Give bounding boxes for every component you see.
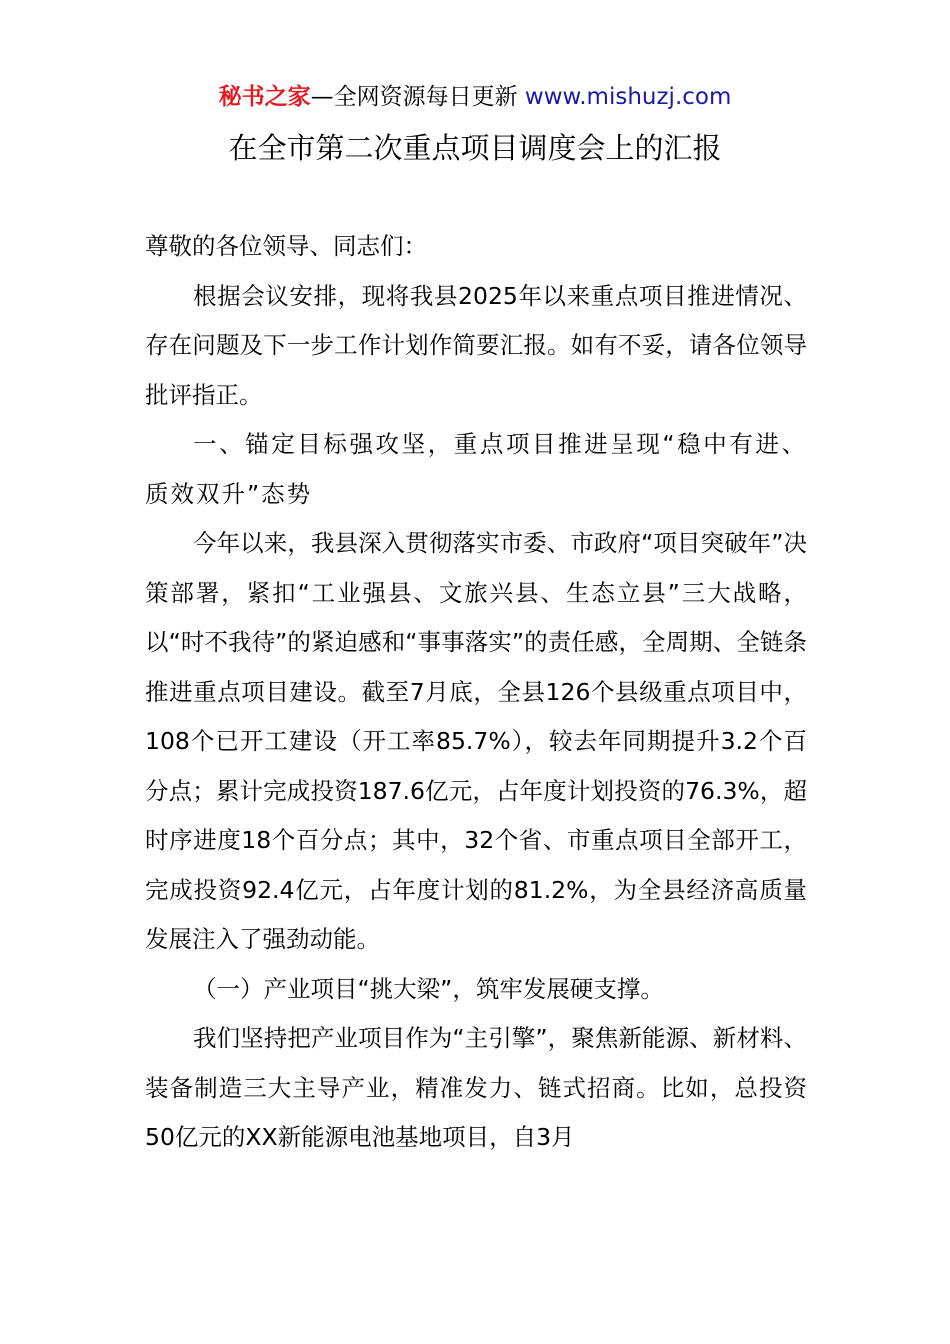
salutation: 尊敬的各位领导、同志们： <box>145 232 427 260</box>
document-title: 在全市第二次重点项目调度会上的汇报 <box>228 131 722 165</box>
document-body <box>145 222 807 1163</box>
site-brand: 秘书之家 <box>218 84 311 110</box>
subsection-heading-1: （一）产业项目“挑大梁”，筑牢发展硬支撑。 <box>193 974 664 1003</box>
site-header <box>0 80 950 114</box>
paragraph-intro: 根据会议安排，现将我县2025年以来重点项目推进情况、存在问题及下一步工作计划作简要汇报。如有不妥，请各位领导批评指正。 <box>145 281 807 409</box>
paragraph-section-1: 今年以来，我县深入贯彻落实市委、市政府“项目突破年”决策部署，紧扣“工业强县、文旅兴县、生态立县”三大战略，以“时不我待”的紧迫感和“事事落实”的责任感，全周期、全链条推进重点项目建设。截至7月底，全县126个县级重点项目中，108个已开工建设（开工率85.7%），较去年同期提升3.2个百分点；累计完成投资187.6亿元，占年度计划投资的76.3%，超时序进度18个百分点；其中，32个省、市重点项目全部开工，完成投资92.4亿元，占年度计划的81.2%，为全县经济高质量发展注入了强劲动能。 <box>145 529 807 953</box>
site-url-link[interactable]: www.mishuzj.com <box>524 84 732 110</box>
section-heading-1: 一、锚定目标强攻坚，重点项目推进呈现“稳中有进、质效双升”态势 <box>145 430 807 508</box>
site-tagline: —全网资源每日更新 <box>310 84 518 110</box>
paragraph-subsection-1: 我们坚持把产业项目作为“主引擎”，聚焦新能源、新材料、装备制造三大主导产业，精准发力、链式招商。比如，总投资50亿元的XX新能源电池基地项目，自3月 <box>145 1024 807 1151</box>
